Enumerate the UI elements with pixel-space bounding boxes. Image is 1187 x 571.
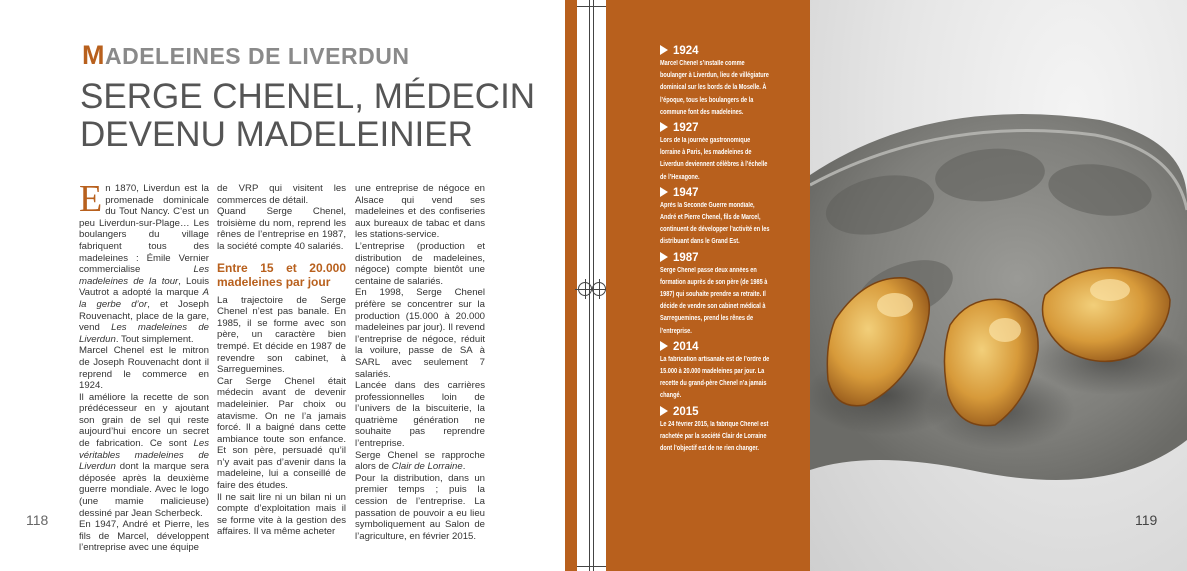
paragraph bbox=[355, 450, 485, 473]
paragraph bbox=[79, 392, 209, 520]
timeline-entry bbox=[660, 340, 772, 403]
timeline-entry bbox=[660, 405, 772, 456]
page-number-right: 119 bbox=[1135, 512, 1158, 528]
article-title: SERGE CHENEL, MÉDECIN DEVENU MADELEINIER bbox=[80, 77, 536, 154]
triangle-right-icon bbox=[660, 406, 668, 416]
paragraph: Pour la distribution, dans un premier temps ; puis la cession de l’entreprise. La passation de pouvoir a eu lieu symboliquement au Salon de l’agriculture, en février 2015. bbox=[355, 472, 485, 542]
year-label: 1924 bbox=[673, 45, 699, 57]
brand-name: Les madeleines de Liverdun bbox=[79, 322, 209, 345]
timeline-entry bbox=[660, 186, 772, 249]
timeline-entry bbox=[660, 121, 772, 184]
text-run: . Tout simplement. bbox=[115, 333, 194, 345]
crop-mark bbox=[577, 566, 607, 567]
brand-name: Les madeleines de la tour bbox=[79, 264, 209, 287]
timeline-text: Marcel Chenel s’installe comme boulanger à Liverdun, lieu de villégiature dominical sur les bords de la Moselle. À l’époque, tous les boulangers de la commune font des madeleines. bbox=[660, 60, 769, 116]
year-label: 2014 bbox=[673, 340, 699, 353]
paragraph: L’entreprise (production et distribution de madeleines, négoce) compte bientôt une centaine de salariés. bbox=[355, 240, 485, 287]
subheading: Entre 15 et 20.000 madeleines par jour bbox=[217, 260, 346, 289]
text-run: , et Joseph Rouvenacht, place de la gare, vend bbox=[79, 298, 209, 334]
timeline-text: Le 24 février 2015, la fabrique Chenel est rachetée par la société Clair de Lorraine dont l’objectif est de ne rien changer. bbox=[660, 420, 769, 453]
timeline-entry bbox=[660, 251, 772, 338]
drop-cap: E bbox=[79, 178, 103, 220]
triangle-right-icon bbox=[660, 341, 668, 351]
brand-name: Clair de Lorraine bbox=[391, 461, 463, 473]
page-number-left: 118 bbox=[26, 512, 49, 528]
paragraph: Lancée dans des carrières professionnelles loin de l’univers de la biscuiterie, la quatrième génération ne souhaite pas reprendre l’entreprise. bbox=[355, 380, 485, 450]
timeline-text: La fabrication artisanale est de l’ordre de 15.000 à 20.000 madeleines par jour. La recette du grand-père Chenel n’a jamais changé. bbox=[660, 355, 770, 400]
timeline-panel bbox=[606, 0, 810, 571]
timeline-year bbox=[660, 251, 772, 265]
paragraph: En 1947, André et Pierre, les fils de Marcel, développent l’entreprise avec une équipe bbox=[79, 519, 209, 554]
kicker-text: ADELEINES DE LIVERDUN bbox=[105, 43, 410, 69]
left-page bbox=[0, 0, 565, 571]
timeline-list bbox=[660, 42, 772, 455]
brand-name: Les véritables madeleines de Liverdun bbox=[79, 438, 209, 473]
triangle-right-icon bbox=[660, 252, 668, 262]
timeline-year bbox=[660, 340, 772, 354]
timeline-year bbox=[660, 44, 772, 58]
timeline-year bbox=[660, 405, 772, 419]
triangle-right-icon bbox=[660, 187, 668, 197]
paragraph: Marcel Chenel est le mitron de Joseph Rouvenacht dont il reprend le commerce en 1924. bbox=[79, 345, 209, 392]
crop-mark bbox=[577, 6, 607, 7]
registration-mark-icon bbox=[592, 282, 606, 296]
year-label: 1927 bbox=[673, 122, 699, 135]
paragraph: Il ne sait lire ni un bilan ni un compte d’exploitation mais il se forme vite à la gestion des affaires. Il va même acheter bbox=[217, 491, 346, 538]
text-run: dont la marque sera déposée après la deuxième guerre mondiale. Avec le logo (une mamie malicieuse) dessiné par Jean Scherbeck. bbox=[79, 461, 209, 519]
paragraph: En 1998, Serge Chenel préfère se concentrer sur la production (15.000 à 20.000 madeleines par jour). Il revend l’entreprise de négoce, réduit la voilure, passe de SA à SARL avec seulement 7 salariés. bbox=[355, 287, 485, 380]
text-run: . bbox=[462, 461, 466, 473]
year-label: 1947 bbox=[673, 186, 699, 199]
paragraph: de VRP qui visitent les commerces de détail. bbox=[217, 183, 346, 206]
paragraph: Quand Serge Chenel, troisième du nom, reprend les rênes de l’entreprise en 1987, la société compte 40 salariés. bbox=[217, 206, 346, 252]
paragraph: La trajectoire de Serge Chenel n’est pas banale. En 1985, il se forme avec son père, un caractère bien trempé. Et décide en 1987 de revendre son cabinet, à Sarreguemines. bbox=[217, 294, 346, 376]
timeline-year bbox=[660, 186, 772, 200]
timeline-year bbox=[660, 121, 772, 135]
gutter-bleed bbox=[565, 0, 577, 571]
triangle-right-icon bbox=[660, 45, 668, 55]
madeleines-photo bbox=[810, 0, 1187, 571]
timeline-text: Après la Seconde Guerre mondiale, André et Pierre Chenel, fils de Marcel, continuent de développer l’activité en les distribuant dans le Grand Est. bbox=[660, 201, 770, 246]
text-column-3 bbox=[355, 183, 485, 542]
section-kicker bbox=[82, 40, 409, 71]
paragraph bbox=[79, 178, 209, 345]
madeleine-tray-illustration bbox=[810, 0, 1187, 571]
text-run: Serge Chenel se rapproche alors de bbox=[355, 449, 485, 473]
brand-name: A la gerbe d’or bbox=[79, 287, 209, 310]
paragraph: une entreprise de négoce en Alsace qui vend ses madeleines et des confiseries aux bureaux de tabac et dans les stations-service. bbox=[355, 183, 485, 241]
triangle-right-icon bbox=[660, 122, 668, 132]
text-column-1 bbox=[79, 178, 209, 554]
year-label: 2015 bbox=[673, 405, 699, 418]
timeline-text: Lors de la journée gastronomique lorraine à Paris, les madeleines de Liverdun deviennent célèbres à l’échelle de l’Hexagone. bbox=[660, 137, 768, 181]
text-column-2 bbox=[217, 183, 346, 538]
year-label: 1987 bbox=[673, 251, 699, 264]
timeline-text: Serge Chenel passe deux années en formation auprès de son père (de 1985 à 1987) qui souhaite prendre sa retraite. Il décide de vendre son cabinet médical à Sarreguemines, prend les rênes de l’entreprise. bbox=[660, 266, 768, 335]
timeline-entry bbox=[660, 44, 772, 119]
text-run: n 1870, Liverdun est la promenade dominicale du Tout Nancy. C’est un peu Liverdun-sur-Plage… Les boulangers du village fabriquent tous des madeleines : Émile Vernier commercialise bbox=[79, 183, 209, 276]
text-run: Il améliore la recette de son prédécesseur en y ajoutant son grain de sel qui reste aujourd’hui encore un secret de fabrication. Ce sont bbox=[79, 391, 209, 450]
paragraph: Car Serge Chenel était médecin avant de devenir madeleinier. Par choix ou atavisme. On ne l’a jamais forcé. Il a baigné dans cette ambiance toute son enfance. Et son père, persuadé qu’il n’y avait pas d’avenir dans la madeleine, lui a conseillé de faire des études. bbox=[217, 375, 346, 492]
kicker-initial: M bbox=[82, 40, 105, 70]
text-run: , Louis Vautrot a adopté la marque bbox=[79, 275, 209, 299]
